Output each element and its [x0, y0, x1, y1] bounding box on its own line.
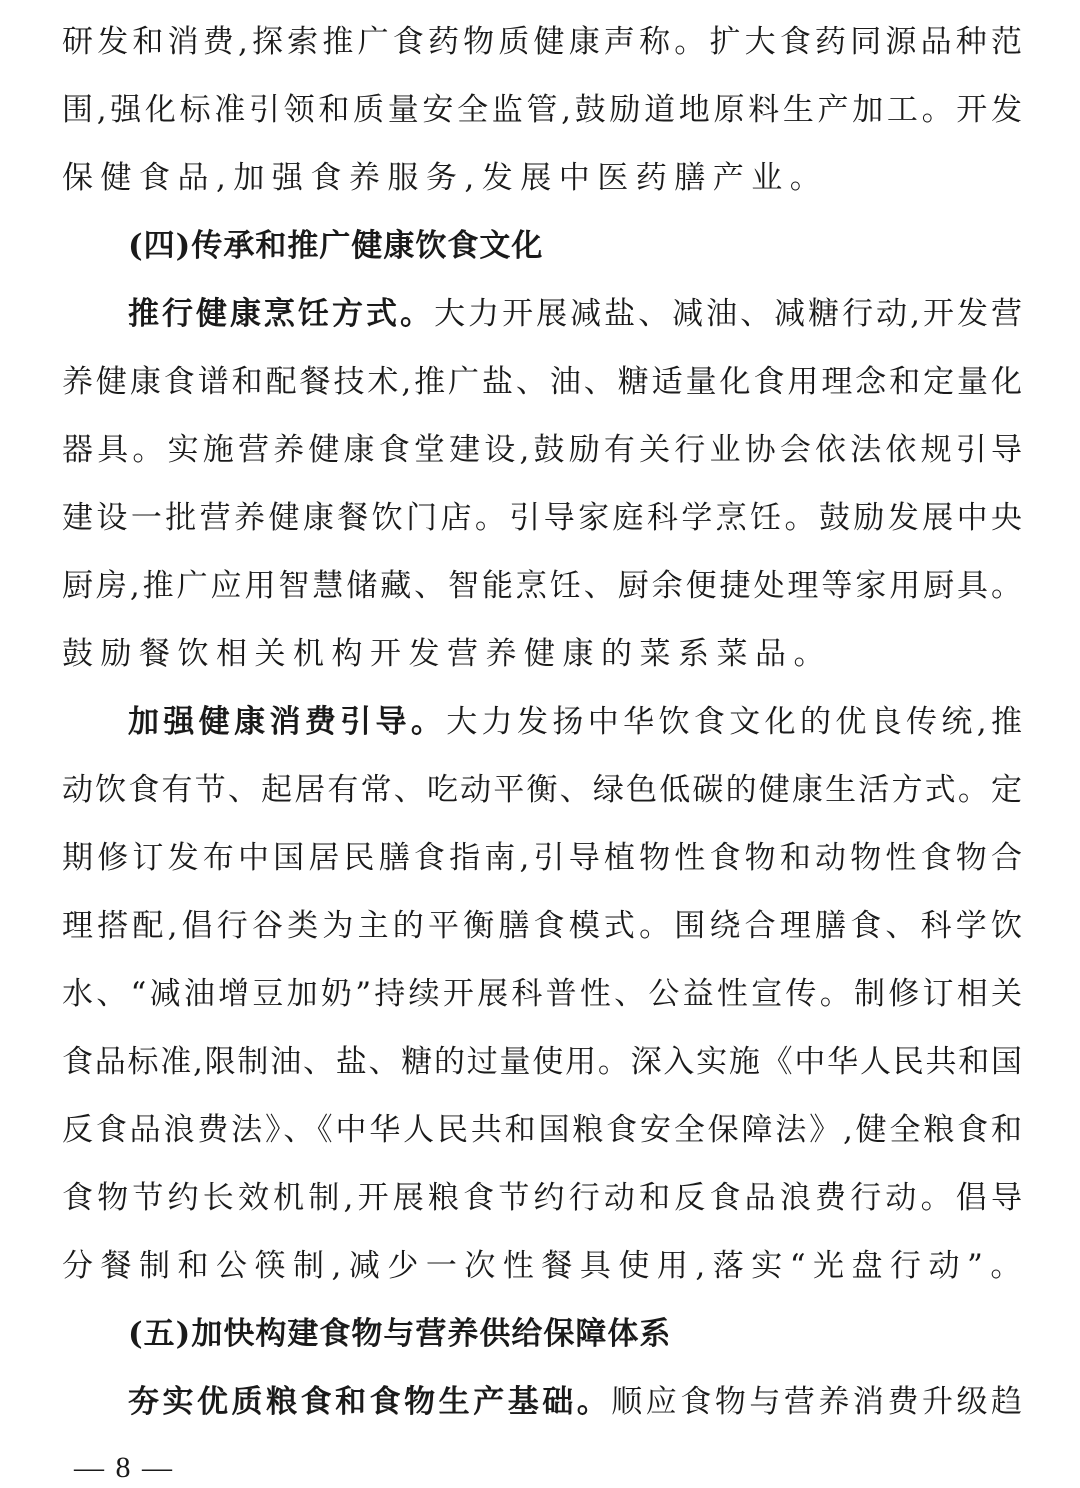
document-page — [62, 8, 1029, 1436]
text-line: 研发和消费,探索推广食药物质健康声称。扩大食药同源品种范 — [62, 24, 1022, 60]
section-heading-4: (四)传承和推广健康饮食文化 — [128, 228, 544, 264]
text-line: 期修订发布中国居民膳食指南,引导植物性食物和动物性食物合 — [62, 840, 1022, 876]
text-line: 鼓励餐饮相关机构开发营养健康的菜系菜品。 — [62, 636, 832, 672]
text-line: 围,强化标准引领和质量安全监管,鼓励道地原料生产加工。开发 — [62, 92, 1022, 128]
text-line: 反食品浪费法》、《中华人民共和国粮食安全保障法》,健全粮食和 — [62, 1112, 1022, 1148]
text-line: 动饮食有节、起居有常、吃动平衡、绿色低碳的健康生活方式。定 — [62, 772, 1022, 808]
text-line: 理搭配,倡行谷类为主的平衡膳食模式。围绕合理膳食、科学饮 — [62, 908, 1022, 944]
text-line: 食物节约长效机制,开展粮食节约行动和反食品浪费行动。倡导 — [62, 1180, 1022, 1216]
paragraph-first-line — [62, 280, 1022, 348]
paragraph-lead-phrase: 夯实优质粮食和食物生产基础。 — [128, 1384, 612, 1420]
paragraph-text: 大力开展减盐、减油、减糖行动,开发营 — [434, 296, 1023, 332]
paragraph-text: 大力发扬中华饮食文化的优良传统,推 — [446, 704, 1022, 740]
page-number: — 8 — — [74, 1451, 174, 1484]
paragraph-first-line — [62, 1368, 1022, 1436]
paragraph-lead-phrase: 推行健康烹饪方式。 — [128, 296, 435, 332]
text-line: 保健食品,加强食养服务,发展中医药膳产业。 — [62, 160, 829, 196]
text-line: 食品标准,限制油、盐、糖的过量使用。深入实施《中华人民共和国 — [62, 1044, 1022, 1080]
text-line: 分餐制和公筷制,减少一次性餐具使用,落实“光盘行动”。 — [62, 1248, 1029, 1284]
section-heading-5: (五)加快构建食物与营养供给保障体系 — [128, 1316, 672, 1352]
paragraph-lead-phrase: 加强健康消费引导。 — [128, 704, 447, 740]
text-line: 厨房,推广应用智慧储藏、智能烹饪、厨余便捷处理等家用厨具。 — [62, 568, 1022, 604]
text-line: 建设一批营养健康餐饮门店。引导家庭科学烹饪。鼓励发展中央 — [62, 500, 1022, 536]
text-line: 养健康食谱和配餐技术,推广盐、油、糖适量化食用理念和定量化 — [62, 364, 1022, 400]
paragraph-text: 顺应食物与营养消费升级趋 — [611, 1384, 1023, 1420]
text-line: 水、“减油增豆加奶”持续开展科普性、公益性宣传。制修订相关 — [62, 976, 1022, 1012]
paragraph-first-line — [62, 688, 1022, 756]
text-line: 器具。实施营养健康食堂建设,鼓励有关行业协会依法依规引导 — [62, 432, 1022, 468]
